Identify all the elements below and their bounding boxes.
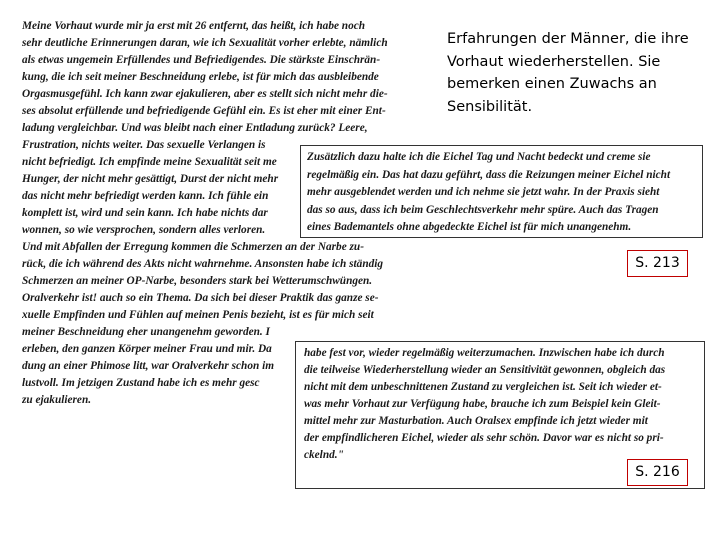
text-line: Schmerzen an meiner OP-Narbe, besonders stark bei Wetterumschwüngen. xyxy=(22,275,373,287)
text-line: dung an einer Phimose litt, war Oralverkehr schon im xyxy=(22,360,275,372)
text-line: eines Bademantels ohne abgedeckte Eichel ist für mich unangenehm. xyxy=(307,221,632,234)
text-line: Orgasmusgefühl. Ich kann zwar ejakulieren, aber es stellt sich nicht mehr die- xyxy=(22,88,388,100)
text-line: als etwas ungemein Erfüllendes und Befriedigendes. Die stärkste Einschrän- xyxy=(22,54,381,66)
text-line: der empfindlicheren Eichel, wieder als sehr schön. Davor war es nicht so pri- xyxy=(304,432,664,444)
text-line: meiner Beschneidung eher unangenehm geworden. I xyxy=(22,326,270,338)
text-line: rück, die ich während des Akts nicht wahrnehme. Ansonsten habe ich ständig xyxy=(22,258,384,270)
text-line: Und mit Abfallen der Erregung kommen die Schmerzen an der Narbe zu- xyxy=(22,241,364,253)
text-line: Zusätzlich dazu halte ich die Eichel Tag und Nacht bedeckt und creme sie xyxy=(307,151,651,163)
text-line: Frustration, nichts weiter. Das sexuelle Verlangen is xyxy=(22,139,266,151)
caption-text: Erfahrungen der Männer, die ihre Vorhaut wiederherstellen. Sie bemerken einen Zuwachs an Sensibilität. xyxy=(447,31,689,115)
text-line: was mehr Vorhaut zur Verfügung habe, brauche ich zum Beispiel kein Gleit- xyxy=(304,398,661,410)
text-line: habe fest vor, wieder regelmäßig weiterzumachen. Inzwischen habe ich durch xyxy=(304,347,665,359)
text-line: ckelnd." xyxy=(304,449,344,461)
page-label-216: S. 216 xyxy=(627,459,688,486)
text-line: erleben, den ganzen Körper meiner Frau und mir. Da xyxy=(22,343,272,355)
text-line: das nicht mehr befriedigt werden kann. Ich fühle ein xyxy=(22,190,269,202)
text-line: mehr ausgeblendet werden und ich nehme sie jetzt wahr. In der Praxis sieht xyxy=(307,186,660,199)
text-line: sehr deutliche Erinnerungen daran, wie ich Sexualität vorher erlebte, nämlich xyxy=(22,37,388,49)
text-line: Hunger, der nicht mehr gesättigt, Durst der nicht mehr xyxy=(22,173,279,185)
text-line: wonnen, so wie versprochen, sondern alles verloren. xyxy=(22,224,266,236)
text-line: Oralverkehr ist! auch so ein Thema. Da sich bei dieser Praktik das ganze se- xyxy=(22,292,379,304)
text-line: das so aus, dass ich beim Geschlechtsverkehr mehr spüre. Auch das Tragen xyxy=(307,203,659,216)
text-line: ladung vergleichbar. Und was bleibt nach einer Entladung zurück? Leere, xyxy=(22,122,368,134)
text-line: die teilweise Wiederherstellung wieder an Sensitivität gewonnen, obgleich das xyxy=(304,364,666,376)
text-line: zu ejakulieren. xyxy=(22,394,92,406)
text-line: regelmäßig ein. Das hat dazu geführt, dass die Reizungen meiner Eichel nicht xyxy=(307,168,671,181)
text-line: nicht befriedigt. Ich empfinde meine Sexualität seit me xyxy=(22,156,277,168)
text-line: kung, die ich seit meiner Beschneidung erlebe, ist für mich das ausbleibende xyxy=(22,71,379,83)
text-line: xuelle Empfinden und Fühlen auf meinen Penis bezieht, ist es für mich seit xyxy=(22,309,374,321)
page-label-213: S. 213 xyxy=(627,250,688,277)
text-line: komplett ist, wird und sein kann. Ich habe nichts dar xyxy=(22,207,268,219)
text-line: mittel mehr zur Masturbation. Auch Oralsex empfinde ich jetzt wieder mit xyxy=(304,415,648,427)
text-line: Meine Vorhaut wurde mir ja erst mit 26 entfernt, das heißt, ich habe noch xyxy=(22,20,366,32)
text-line: nicht mit dem unbeschnittenen Zustand zu vergleichen ist. Seit ich wieder et- xyxy=(304,381,662,393)
text-line: ses absolut erfüllende und befriedigende Gefühl ein. Es ist eher mit einer Ent- xyxy=(22,105,386,117)
excerpt-page-213 xyxy=(300,145,703,238)
text-line: lustvoll. Im jetzigen Zustand habe ich es mehr gesc xyxy=(22,377,260,389)
